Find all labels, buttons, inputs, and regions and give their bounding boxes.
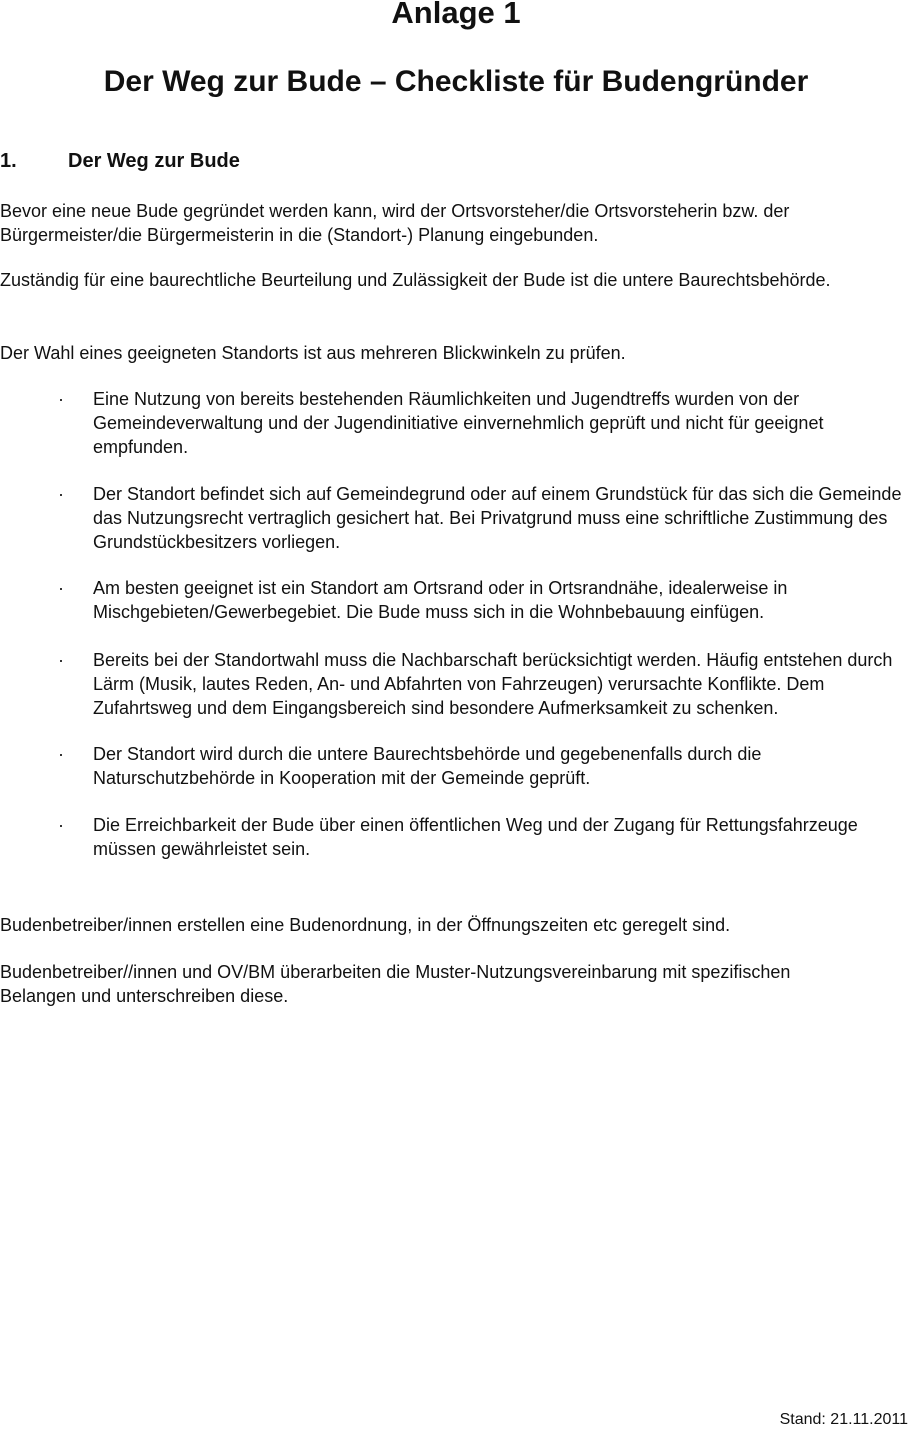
list-item — [0, 813, 908, 861]
bullet-marker: · — [58, 815, 64, 835]
annex-heading: Anlage 1 — [391, 0, 521, 30]
bullet-marker: · — [58, 578, 64, 598]
list-item — [0, 648, 908, 720]
list-item — [0, 576, 908, 624]
criteria-list — [0, 387, 912, 861]
section-number: 1. — [0, 150, 17, 172]
list-item — [0, 387, 908, 459]
intro-paragraph-3: Der Wahl eines geeigneten Standorts ist aus mehreren Blickwinkeln zu prüfen. — [0, 343, 626, 363]
revision-date: Stand: 21.11.2011 — [779, 1411, 908, 1428]
section-heading — [0, 147, 240, 175]
section-title: Der Weg zur Bude — [68, 150, 240, 172]
list-item-text: Eine Nutzung von bereits bestehenden Räumlichkeiten und Jugendtreffs wurden von der Gemeindeverwaltung und der Jugendinitiative einvernehmlich geprüft und nicht für geeignet empfunden. — [93, 389, 824, 457]
bullet-marker: · — [58, 484, 64, 504]
list-item-text: Der Standort befindet sich auf Gemeindegrund oder auf einem Grundstück für das sich die Gemeinde das Nutzungsrecht vertraglich gesichert hat. Bei Privatgrund muss eine schriftliche Zustimmung des Grundstückbesitzers vorliegen. — [93, 484, 902, 552]
intro-paragraph-2: Zuständig für eine baurechtliche Beurteilung und Zulässigkeit der Bude ist die untere Baurechtsbehörde. — [0, 270, 831, 290]
bullet-marker: · — [58, 744, 64, 764]
list-item-text: Der Standort wird durch die untere Baurechtsbehörde und gegebenenfalls durch die Naturschutzbehörde in Kooperation mit der Gemeinde geprüft. — [93, 744, 762, 788]
intro-paragraph-1: Bevor eine neue Bude gegründet werden kann, wird der Ortsvorsteher/die Ortsvorsteherin bzw. der Bürgermeister/die Bürgermeisterin in die (Standort-) Planung eingebunden. — [0, 201, 790, 245]
list-item — [0, 482, 908, 554]
closing-paragraph-2: Budenbetreiber//innen und OV/BM überarbeiten die Muster-Nutzungsvereinbarung mit spezifischen Belangen und unterschreiben diese. — [0, 962, 791, 1006]
bullet-marker: · — [58, 650, 64, 670]
list-item — [0, 742, 908, 790]
list-item-text: Am besten geeignet ist ein Standort am Ortsrand oder in Ortsrandnähe, idealerweise in Mischgebieten/Gewerbegebiet. Die Bude muss sich in die Wohnbebauung einfügen. — [93, 578, 788, 622]
list-item-text: Die Erreichbarkeit der Bude über einen öffentlichen Weg und der Zugang für Rettungsfahrzeuge müssen gewährleistet sein. — [93, 815, 858, 859]
list-item-text: Bereits bei der Standortwahl muss die Nachbarschaft berücksichtigt werden. Häufig entstehen durch Lärm (Musik, lautes Reden, An- und Abfahrten von Fahrzeugen) verursachte Konflikte. Dem Zufahrtsweg und dem Eingangsbereich sind besondere Aufmerksamkeit zu schenken. — [93, 650, 893, 718]
bullet-marker: · — [58, 389, 64, 409]
closing-paragraph-1: Budenbetreiber/innen erstellen eine Budenordnung, in der Öffnungszeiten etc geregelt sind. — [0, 915, 731, 935]
document-title: Der Weg zur Bude – Checkliste für Budengründer — [103, 65, 809, 98]
